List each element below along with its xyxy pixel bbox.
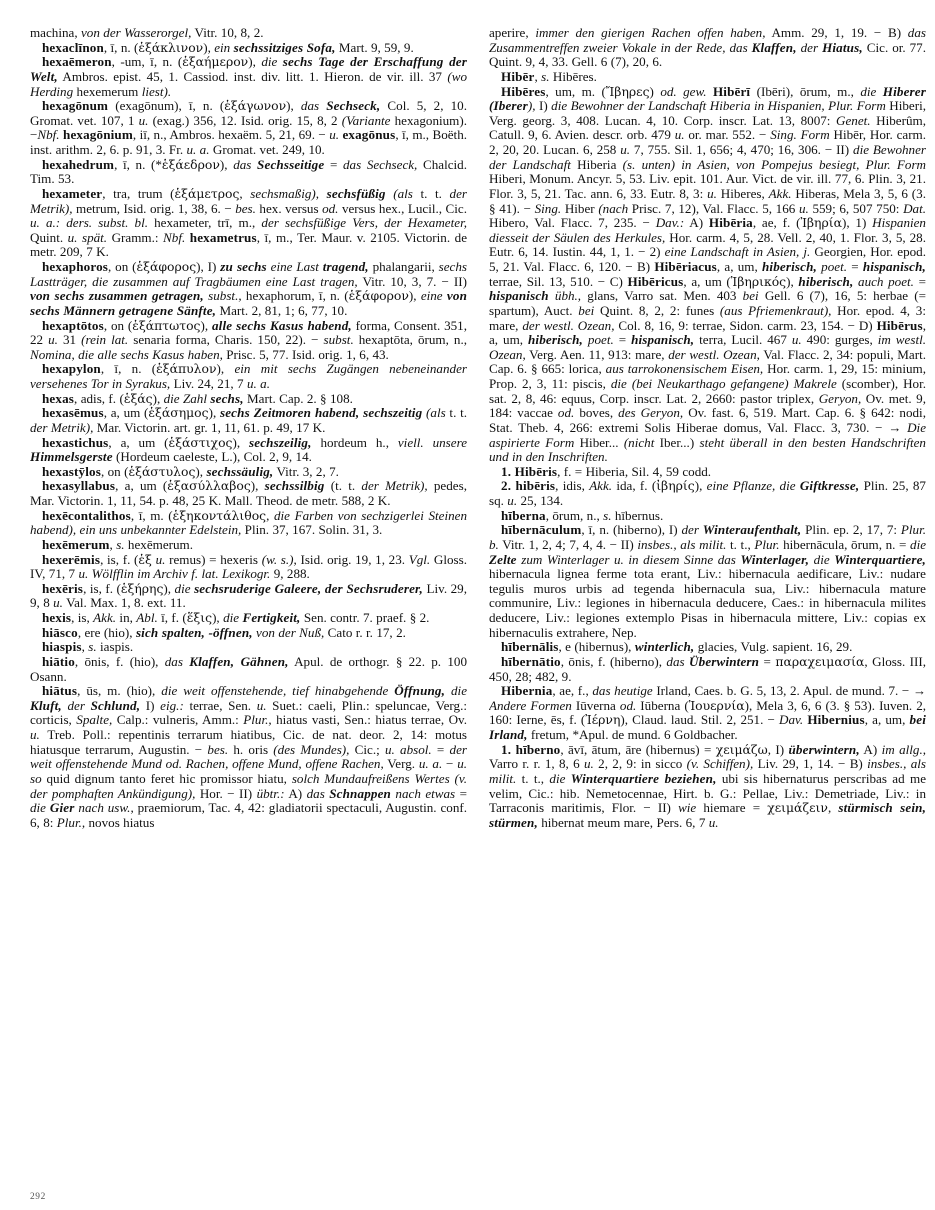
dictionary-entry: hexaclīnon, ī, n. (ἑξάκλινον), ein sechssitziges Sofa, Mart. 9, 59, 9. <box>42 39 414 55</box>
dictionary-entry: Hibēr, s. Hibēres. <box>501 68 597 84</box>
two-column-layout <box>30 26 926 1196</box>
dictionary-entry: hexagōnum (exagōnum), ī, n. (ἑξάγωνον), das Sechseck, Col. 5, 2, 10. Gromat. vet. 107, 1 u. (exag.) 356, 12. Isid. orig. 15, 8, 2 (Variante hexagonium). −Nbf. hexagōnium, iī, n., Ambros. hexaëm. 5, 21, 69. − u. exagōnus, ī, m., Boëth. inst. arithm. 2, 6. p. 91, 3. Fr. u. a. Gromat. vet. 249, 10. <box>30 98 467 157</box>
dictionary-entry: hexasēmus, a, um (ἑξάσημος), sechs Zeitmoren habend, sechszeitig (als t. t. der Metrik), Mar. Victorin. art. gr. 1, 11, 61. p. 49, 17 K. <box>30 405 467 435</box>
dictionary-entry: hexapylon, ī, n. (ἑξάπυλον), ein mit sechs Zugängen nebeneinander versehenes Tor in Syrakus, Liv. 24, 21, 7 u. a. <box>30 361 467 391</box>
dictionary-entry: hiāsco, ere (hio), sich spalten, -öffnen, von der Nuß, Cato r. r. 17, 2. <box>42 624 406 640</box>
dictionary-entry: hexahedrum, ī, n. (*ἑξάεδρον), das Sechsseitige = das Sechseck, Chalcid. Tim. 53. <box>30 156 467 187</box>
dictionary-entry: hexaēmeron, -um, ī, n. (ἑξαήμερον), die sechs Tage der Erschaffung der Welt, Ambros. epist. 45, 1. Cassiod. inst. div. litt. 1. Hieron. de vir. ill. 37 (wo Herding hexemerum liest). <box>30 54 467 99</box>
left-column <box>30 26 467 1196</box>
dictionary-entry: hexastichus, a, um (ἑξάστιχος), sechszeilig, hordeum h., viell. unsere Himmelsgerste (Hordeum caeleste, L.), Col. 2, 9, 14. <box>30 434 467 465</box>
dictionary-entry: hīberna, ōrum, n., s. hībernus. <box>501 507 664 523</box>
dictionary-entry: hexēmerum, s. hexēmerum. <box>42 536 194 552</box>
dictionary-entry: hexaphoros, on (ἑξάφορος), I) zu sechs eine Last tragend, phalangarii, sechs Lastträger, die zusammen auf Tragbäumen eine Last tragen, Vitr. 10, 3, 7. − II) von sechs zusammen getragen, subst., hexaphorum, ī, n. (ἑξάφορον), eine von sechs Männern getragene Sänfte, Mart. 2, 81, 1; 6, 77, 10. <box>30 259 467 318</box>
dictionary-entry: hībernālis, e (hibernus), winterlich, glacies, Vulg. sapient. 16, 29. <box>501 639 853 655</box>
dictionary-entry: hexis, is, Akk. in, Abl. ī, f. (ἕξις), die Fertigkeit, Sen. contr. 7. praef. § 2. <box>42 610 430 625</box>
dictionary-entry: aperire, immer den gierigen Rachen offen haben, Amm. 29, 1, 19. − B) das Zusammentreffen zweier Vokale in der Rede, das Klaffen, der Hiatus, Cic. or. 77. Quint. 9, 4, 33. Gell. 6 (7), 20, 6. <box>489 26 926 70</box>
dictionary-entry: hexastȳlos, on (ἑξάστυλος), sechssäulig, Vitr. 3, 2, 7. <box>42 463 339 479</box>
dictionary-entry: 2. hibēris, idis, Akk. ida, f. (ἰβηρίς), eine Pflanze, die Giftkresse, Plin. 25, 87 sq. u. 25, 134. <box>489 478 926 508</box>
dictionary-entry: hexerēmis, is, f. (ἑξ u. remus) = hexeris (w. s.), Isid. orig. 19, 1, 23. Vgl. Gloss. IV, 71, 7 u. Wölfflin im Archiv f. lat. Lexikogr. 9, 288. <box>30 551 467 582</box>
left-column-body <box>30 26 467 1194</box>
dictionary-entry: hiaspis, s. iaspis. <box>42 639 134 655</box>
dictionary-entry: machina, von der Wasserorgel, Vitr. 10, 8, 2. <box>30 26 264 40</box>
dictionary-entry: hiātus, ūs, m. (hio), die weit offenstehende, tief hinabgehende Öffnung, die Kluft, der Schlund, I) eig.: terrae, Sen. u. Suet.: caeli, Plin.: speluncae, Verg.: corticis, Spalte, Calp.: vulneris, Amm.: Plur., hiatus vasti, Sen.: hiatus terrae, Ov. u. Treb. Poll.: repentinis terrarum hiatibus, Cic. de nat. deor. 2, 14: motus hiatusque terrarum, Augustin. − bes. h. oris (des Mundes), Cic.; u. absol. = der weit offenstehende Mund od. Rachen, offene Mund, offene Rachen, Verg. u. a. − u. so quid dignum tanto feret hic promissor hiatu, solch Mundaufreißens Wertes (v. der pomphaften Ankündigung), Hor. − II) übtr.: A) das Schnappen nach etwas = die Gier nach usw., praemiorum, Tac. 4, 42: gladiatorii spectaculi, Augustin. conf. 6, 8: Plur., novos hiatus <box>30 683 467 830</box>
dictionary-entry: hexēcontalithos, ī, m. (ἑξηκοντάλιθος, die Farben von sechzigerlei Steinen habend), ein uns unbekannter Edelstein, Plin. 37, 167. Solin. 31, 3. <box>30 507 467 538</box>
dictionary-entry: hexaptōtos, on (ἑξάπτωτος), alle sechs Kasus habend, forma, Consent. 351, 22 u. 31 (rein lat. senaria forma, Charis. 150, 22). − subst. hexaptōta, ōrum, n., Nomina, die alle sechs Kasus haben, Prisc. 5, 77. Isid. orig. 1, 6, 43. <box>30 317 467 362</box>
dictionary-entry: Hibēres, um, m. (Ἴβηρες) od. gew. Hibērī (Ibēri), ōrum, m., die Hiberer (Iberer), I) die Bewohner der Landschaft Hiberia in Hispanien, Plur. Form Hiberi, Verg. georg. 3, 408. Lucan. 4, 10. Corp. inscr. Lat. 13, 8007: Genet. Hiberûm, Catull. 9, 6. Avien. descr. orb. 479 u. or. mar. 552. − Sing. Form Hibēr, Hor. carm. 2, 20, 20. Lucan. 6, 258 u. 7, 755. Sil. 1, 656; 4, 470; 16, 306. − II) die Bewohner der Landschaft Hiberia (s. unten) in Asien, von Pompejus besiegt, Plur. Form Hiberi, Monum. Ancyr. 5, 53. Liv. epit. 101. Aur. Vict. de vir. ill. 77, 6. Plin. 3, 21. Flor. 3, 5, 21. Tac. ann. 6, 33. Eutr. 8, 3: u. Hiberes, Akk. Hiberas, Mela 3, 5, 6 (3. § 41). − Sing. Hiber (nach Prisc. 7, 12), Val. Flacc. 5, 166 u. 559; 6, 507 750: Dat. Hibero, Val. Flacc. 7, 235. − Dav.: A) Hibēria, ae, f. (Ἰβηρία), 1) Hispanien diesseit der Säulen des Herkules, Hor. carm. 4, 5, 28. Vell. 2, 40, 1. Flor. 3, 5, 28. Eutr. 6, 14. Iustin. 44, 1, 1. − 2) eine Landschaft in Asien, j. Georgien, Hor. epod. 5, 21. Val. Flacc. 6, 120. − B) Hibēriacus, a, um, hiberisch, poet. = hispanisch, terrae, Sil. 13, 510. − C) Hibēricus, a, um (Ἰβηρικός), hiberisch, auch poet. = hispanisch übh., glans, Varro sat. Men. 403 bei Gell. 6 (7), 16, 5: herbae (= spartum), Auct. bei Quint. 8, 2, 2: funes (aus Pfriemenkraut), Hor. epod. 4, 3: mare, der westl. Ozean, Col. 8, 16, 9: terrae, Sidon. carm. 23, 154. − D) Hibērus, a, um, hiberisch, poet. = hispanisch, terra, Lucil. 467 u. 490: gurges, im westl. Ozean, Verg. Aen. 11, 913: mare, der westl. Ozean, Val. Flacc. 2, 34: populi, Mart. Cap. 6. § 665: lorica, aus tarrokonensischem Eisen, Hor. carm. 1, 29, 15: minium, Prop. 2, 3, 11: piscis, die (bei Neukarthago gefangene) Makrele (scomber), Hor. sat. 2, 8, 46: equus, Corp. inscr. Lat. 2, 2660: pastor triplex, Geryon, Ov. met. 9, 184: vaccae od. boves, des Geryon, Ov. fast. 6, 519. Mart. Cap. 6. § 642: nodi, Stat. Theb. 4, 266: extremi Solis Hiberae domus, Val. Flacc. 3, 730. − → Die aspirierte Form Hiber... (nicht Iber...) steht überall in den besten Handschriften und in den Inschriften. <box>489 83 926 465</box>
dictionary-entry: hībernātio, ōnis, f. (hiberno), das Überwintern = παραχειμασία, Gloss. III, 450, 28; 482, 9. <box>489 653 926 684</box>
page-number: 292 <box>30 1192 46 1202</box>
right-column <box>489 26 926 1196</box>
dictionary-entry: hexasyllabus, a, um (ἑξασύλλαβος), sechssilbig (t. t. der Metrik), pedes, Mar. Victorin. 1, 11, 54. p. 48, 25 K. Mall. Theod. de metr. 588, 2 K. <box>30 478 467 508</box>
dictionary-entry: 1. Hibēris, f. = Hiberia, Sil. 4, 59 codd. <box>501 463 712 479</box>
right-column-body <box>489 26 926 1194</box>
dictionary-entry: hiātio, ōnis, f. (hio), das Klaffen, Gähnen, Apul. de orthogr. § 22. p. 100 Osann. <box>30 653 467 684</box>
dictionary-entry: hexas, adis, f. (ἑξάς), die Zahl sechs, Mart. Cap. 2. § 108. <box>42 390 353 406</box>
dictionary-entry: 1. hīberno, āvī, ātum, āre (hibernus) = χειμάζω, I) überwintern, A) im allg., Varro r. r. 1, 8, 6 u. 2, 2, 9: in sicco (v. Schiffen), Liv. 29, 1, 14. − B) insbes., als milit. t. t., die Winterquartiere beziehen, ubi sis hibernaturus perscribas ad me velim, Cic.: hib. Nemetocennae, Hirt. b. G.: Pellae, Liv.: Demetriade, Liv.: in Tarraconis maritimis, Flor. − II) wie hiemare = χειμάζειν, stürmisch sein, stürmen, hibernat meum mare, Pers. 6, 7 u. <box>489 741 926 830</box>
dictionary-entry: Hibernia, ae, f., das heutige Irland, Caes. b. G. 5, 13, 2. Apul. de mund. 7. − → Andere Formen Iūverna od. Iūberna (Ἰουερνία), Mela 3, 6, 6 (3. § 53). Iuven. 2, 160: Ierne, ēs, f. (Ἰέρνη), Claud. laud. Stil. 2, 251. − Dav. Hibernius, a, um, bei Irland, fretum, *Apul. de mund. 6 Goldbacher. <box>489 683 926 742</box>
dictionary-entry: hexameter, tra, trum (ἑξάμετρος, sechsmaßig), sechsfüßig (als t. t. der Metrik), metrum, Isid. orig. 1, 38, 6. − bes. hex. versus od. versus hex., Lucil., Cic. u. a.: ders. subst. bl. hexameter, trī, m., der sechsfüßige Vers, der Hexameter, Quint. u. spät. Gramm.: Nbf. hexametrus, ī, m., Ter. Maur. v. 2105. Victorin. de metr. 209, 7 K. <box>30 185 467 260</box>
dictionary-entry: hībernāculum, ī, n. (hiberno), I) der Winteraufenthalt, Plin. ep. 2, 17, 7: Plur. b. Vitr. 1, 2, 4; 7, 4, 4. − II) insbes., als milit. t. t., Plur. hibernācula, ōrum, n. = die Zelte zum Winterlager u. in diesem Sinne das Winterlager, die Winterquartiere, hibernacula lignea ferme tota erant, Liv.: hibernacula aedificare, Liv.: nudare tegulis muros urbis ad tegenda hibernacula sua, Liv.: hibernacula mature communire, Liv.: legiones in hibernacula deducere, Caes.: in hibernacula milites deducere, Liv.: legiones extemplo Pisas in hibernacula mittere, Liv.: copias ex hibernaculis extrahere, Nep. <box>489 522 926 640</box>
dictionary-entry: hexēris, is, f. (ἑξήρης), die sechsruderige Galeere, der Sechsruderer, Liv. 29, 9, 8 u. Val. Max. 1, 8. ext. 11. <box>30 580 467 611</box>
